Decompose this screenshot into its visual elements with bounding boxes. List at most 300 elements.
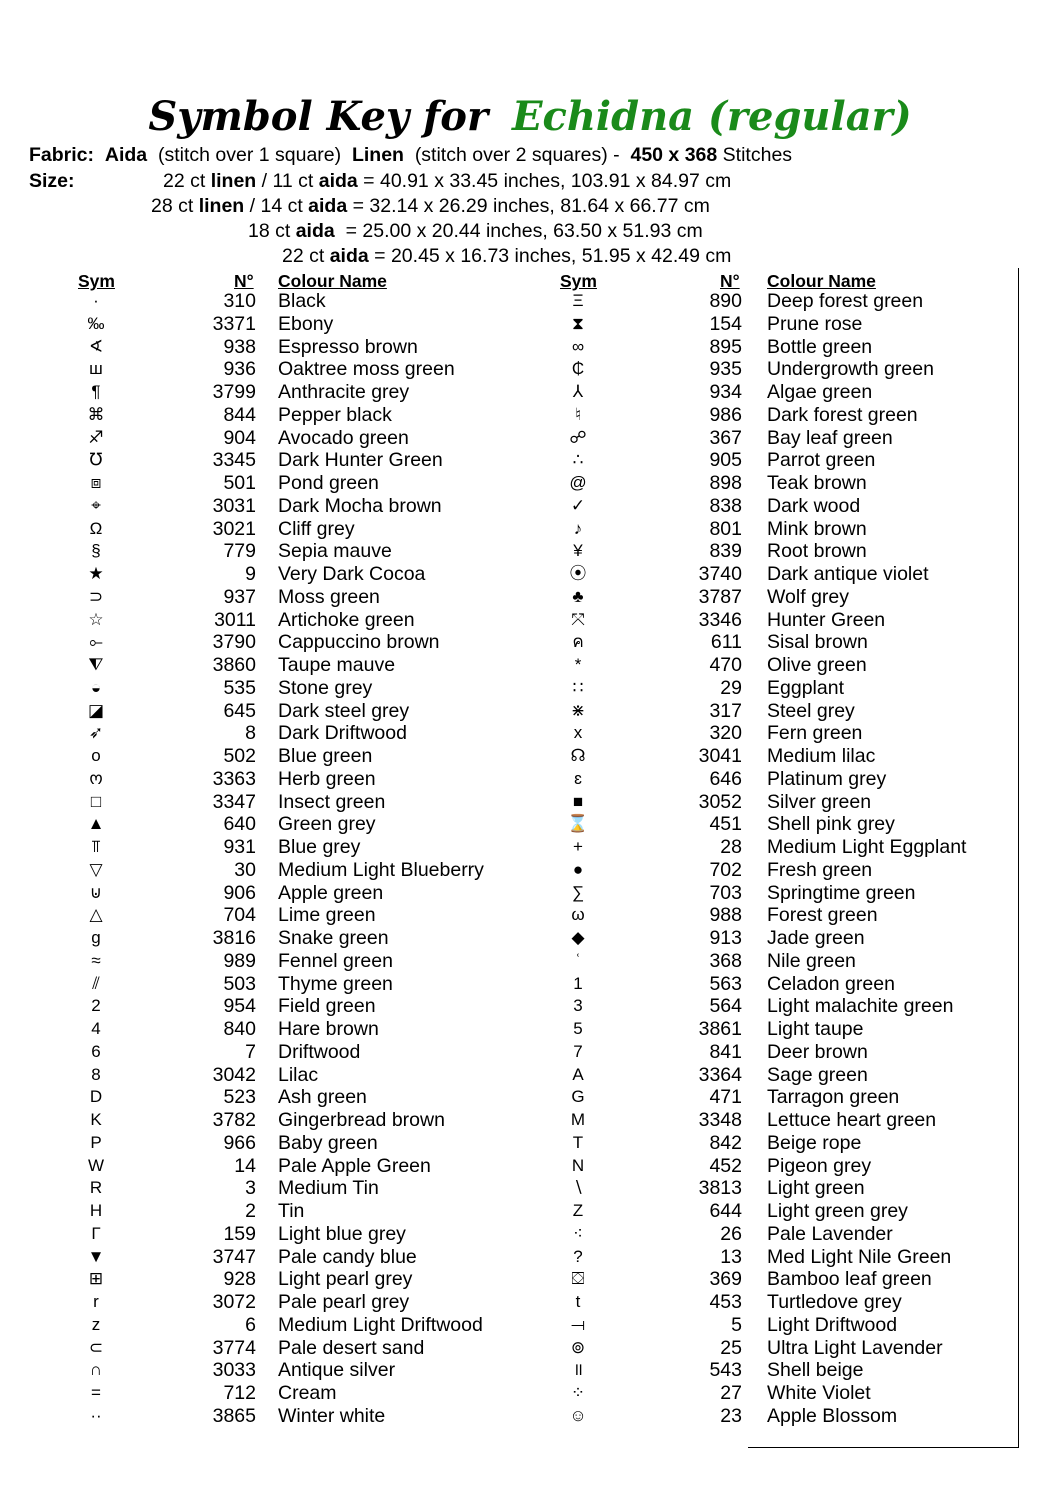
colour-name: Pale Apple Green [278,1154,431,1177]
colour-name: Herb green [278,767,376,790]
floss-number: 801 [709,517,742,540]
floss-number: 3052 [698,790,742,813]
symbol-cell: g [91,928,101,947]
floss-number: 938 [223,335,256,358]
colour-name: Anthracite grey [278,381,410,403]
floss-number: 3041 [698,745,742,767]
symbol-cell: § [91,541,101,561]
right-sym-header: Sym [560,271,597,291]
floss-number: 704 [223,904,256,927]
colour-name: Driftwood [278,1040,361,1063]
symbol-cell: □ [90,791,102,811]
floss-number: 30 [234,858,256,881]
symbol-cell: ☺ [569,1405,587,1425]
floss-number: 3371 [212,312,256,335]
fabric-linen: Linen [351,144,404,166]
floss-number: 3021 [212,517,256,540]
symbol-cell: ⤧ [571,609,585,629]
floss-number: 640 [223,813,256,836]
floss-number: 3790 [212,631,256,654]
floss-number: 452 [709,1154,742,1177]
colour-name: Beige rope [767,1131,862,1154]
symbol-cell: ⛋ [571,1269,585,1289]
floss-number: 503 [223,972,256,995]
floss-number: 904 [223,426,256,449]
floss-number: 3011 [214,608,256,631]
symbol-cell: ⧗ [572,313,584,333]
symbol-cell: ₵ [571,359,585,379]
floss-number: 3740 [698,563,742,585]
symbol-cell: ⁘ [570,1383,586,1402]
symbol-cell: ω [571,905,585,925]
symbol-cell: ∷ [572,677,584,697]
symbol-cell: H [89,1201,103,1220]
symbol-cell: + [573,837,583,856]
symbol-cell: ⁖ [573,1223,583,1243]
symbol-cell: ▼ [87,1246,105,1266]
colour-name: Med Light Nile Green [767,1245,952,1268]
floss-number: 14 [234,1154,256,1177]
floss-number: 842 [709,1131,742,1154]
colour-name: Steel grey [767,699,855,722]
colour-name: Sage green [767,1063,868,1086]
symbol-cell: ℧ [89,450,103,470]
symbol-cell: Ω [89,518,103,538]
colour-name: Springtime green [767,881,916,904]
symbol-cell: ☍ [569,427,587,447]
symbol-cell: ⫽ [92,973,100,993]
colour-name: Medium Light Blueberry [278,858,484,881]
colour-name: Bottle green [767,335,873,358]
symbol-cell: x [573,723,583,743]
colour-name: Medium Tin [278,1177,379,1200]
floss-number: 646 [709,767,742,790]
fabric-line [29,143,792,167]
symbol-cell: ॥ [572,1360,584,1380]
symbol-cell: ⊂ [88,1337,104,1357]
colour-name: Snake green [278,927,389,949]
symbol-cell: R [89,1178,103,1198]
colour-name: Bay leaf green [767,426,893,449]
symbol-cell: 7 [573,1041,583,1061]
floss-number: 29 [720,676,742,699]
colour-name: Cream [278,1382,337,1404]
floss-number: 712 [223,1382,256,1404]
floss-number: 935 [709,358,742,381]
floss-number: 936 [223,358,256,381]
floss-number: 563 [709,972,742,995]
floss-number: 6 [245,1313,256,1336]
symbol-cell: ∩ [89,1360,103,1380]
symbol-cell: ⊍ [89,882,103,902]
left-name-header: Colour Name [278,271,387,291]
floss-number: 564 [709,995,742,1018]
colour-name: Cliff grey [278,517,355,540]
symbol-cell: ⟜ [89,632,103,652]
symbol-cell: ¶ [91,382,101,401]
colour-name: Turtledove grey [767,1291,902,1313]
symbol-cell: · [93,291,99,310]
floss-number: 3787 [698,585,742,608]
stitches-label: Stitches [722,144,793,166]
symbol-cell: ➶ [88,723,104,743]
symbol-cell: D [89,1087,103,1107]
floss-number: 3031 [212,494,256,517]
symbol-cell: ค [572,632,584,652]
symbol-cell: ◪ [87,700,105,720]
colour-name: Fennel green [278,949,393,972]
colour-name: Lettuce heart green [767,1109,937,1131]
colour-name: Taupe mauve [278,654,396,676]
floss-number: 3033 [212,1359,256,1382]
size-line-4: 22 ct aida = 20.45 x 16.73 inches, 51.95 x 42.49 cm [282,245,732,267]
symbol-cell: * [574,655,582,674]
floss-number: 2 [245,1200,256,1222]
colour-name: Light green [767,1177,865,1200]
colour-name: Dark wood [767,494,861,517]
colour-name: Undergrowth green [767,358,934,381]
right-name-header: Colour Name [767,271,876,291]
symbol-cell: W [87,1155,105,1175]
colour-name: Pepper black [278,403,392,426]
colour-name: Celadon green [767,972,895,995]
colour-name: Dark antique violet [767,563,929,585]
stitch-count: 450 x 368 [630,144,718,166]
symbol-cell: P [90,1132,102,1152]
floss-number: 3072 [212,1291,256,1313]
colour-name: Blue green [278,745,373,767]
colour-name: Nile green [767,949,856,972]
floss-number: 3347 [212,790,256,813]
colour-name: Fresh green [767,858,873,881]
colour-name: Apple Blossom [767,1404,898,1427]
symbol-cell: 4 [91,1019,101,1038]
floss-number: 937 [223,585,256,608]
symbol-cell: ★ [88,564,104,583]
colour-name: Light malachite green [767,995,954,1018]
symbol-cell: A [572,1064,584,1084]
floss-number: 3799 [212,381,256,403]
colour-name: White Violet [767,1382,871,1404]
floss-number: 934 [709,381,742,403]
size-line-1: 22 ct linen / 11 ct aida = 40.91 x 33.45 inches, 103.91 x 84.97 cm [163,170,732,192]
size-line-3: 18 ct aida = 25.00 x 20.44 inches, 63.50 x 51.93 cm [248,220,703,242]
symbol-cell: Z [572,1201,584,1220]
symbol-cell: ⊃ [88,586,104,606]
symbol-cell: ? [573,1246,583,1266]
floss-number: 453 [709,1291,742,1313]
floss-number: 317 [709,699,742,722]
symbol-cell: 8 [91,1064,101,1084]
colour-name: Pigeon grey [767,1154,872,1177]
floss-number: 844 [223,403,256,426]
colour-name: Insect green [278,790,386,813]
colour-name: Lime green [278,904,376,927]
floss-number: 470 [709,654,742,676]
colour-name: Field green [278,995,376,1018]
floss-number: 890 [709,290,742,312]
floss-number: 779 [223,540,256,563]
size-label: Size: [29,170,75,192]
floss-number: 895 [709,335,742,358]
symbol-cell: ⦿ [569,564,587,583]
floss-number: 913 [709,927,742,949]
symbol-cell: ✓ [570,495,586,515]
colour-name: Pale desert sand [278,1336,425,1359]
colour-name: Tarragon green [767,1086,900,1109]
symbol-cell: ∞ [571,336,585,356]
symbol-cell: ♮ [574,404,582,424]
floss-number: 954 [223,995,256,1018]
floss-number: 501 [223,472,256,494]
symbol-cell: z [91,1314,101,1334]
floss-number: 367 [709,426,742,449]
fabric-aida-note: (stitch over 1 square) [157,144,342,166]
colour-name: Pale Lavender [767,1222,893,1245]
colour-name: Stone grey [278,676,373,699]
colour-name: Algae green [767,381,873,403]
colour-name: Black [278,290,326,312]
colour-name: Olive green [767,654,867,676]
symbol-cell: ♪ [573,518,583,538]
floss-number: 838 [709,494,742,517]
floss-number: 523 [223,1086,256,1109]
floss-number: 703 [709,881,742,904]
colour-name: Sepia mauve [278,540,392,563]
colour-name: Medium Light Driftwood [278,1313,483,1336]
symbol-cell: 6 [91,1041,101,1061]
floss-number: 898 [709,472,742,494]
floss-number: 3364 [698,1063,742,1086]
floss-number: 3 [245,1177,256,1200]
floss-number: 154 [709,312,742,335]
colour-name: Dark steel grey [278,699,410,722]
floss-number: 3860 [212,654,256,676]
colour-name: Prune rose [767,312,863,335]
symbol-cell: ● [572,859,584,879]
symbol-cell: ш [89,359,103,379]
floss-number: 28 [720,836,742,858]
floss-number: 471 [709,1086,742,1109]
floss-number: 9 [245,563,256,585]
symbol-cell: ⊚ [570,1337,586,1357]
symbol-cell: 2 [91,996,101,1016]
colour-name: Ebony [278,312,334,335]
page-title [0,92,1060,142]
symbol-cell: K [90,1110,102,1129]
colour-name: Light blue grey [278,1222,406,1245]
colour-name: Shell beige [767,1359,864,1382]
colour-name: Green grey [278,813,376,836]
colour-name: Pond green [278,472,379,494]
colour-name: Fern green [767,722,863,745]
fabric-linen-note: (stitch over 2 squares) - [414,144,620,166]
colour-name: Platinum grey [767,767,887,790]
floss-number: 25 [720,1336,742,1359]
floss-number: 3363 [212,767,256,790]
symbol-cell: ⌛ [567,814,589,834]
colour-name: Moss green [278,585,380,608]
fabric-aida: Aida [104,144,148,166]
symbol-cell: ▽ [89,859,103,879]
colour-name: Silver green [767,790,872,813]
floss-number: 159 [223,1222,256,1245]
colour-name: Tin [278,1200,305,1222]
colour-name: Baby green [278,1131,378,1154]
symbol-cell: T [572,1132,584,1152]
floss-number: 931 [223,836,256,858]
symbol-cell: ∴ [572,450,584,470]
colour-name: Dark Driftwood [278,722,407,745]
floss-number: 702 [709,858,742,881]
symbol-cell: △ [89,905,103,925]
floss-number: 928 [223,1268,256,1291]
symbol-cell: ◆ [571,928,585,947]
colour-name: Light Driftwood [767,1313,898,1336]
symbol-cell: ⌘ [87,404,105,424]
colour-name: Sisal brown [767,631,868,654]
symbol-cell: ⋇ [570,700,586,720]
floss-number: 451 [709,813,742,836]
colour-name: Root brown [767,540,867,563]
symbol-cell: ◒ [90,677,102,697]
floss-number: 840 [223,1018,256,1040]
colour-name: Light taupe [767,1018,864,1040]
symbol-cell: ☆ [88,609,104,629]
colour-name: Deer brown [767,1040,868,1063]
floss-number: 320 [709,722,742,745]
symbol-cell: @ [569,473,587,492]
colour-name: Forest green [767,904,878,927]
symbol-cell: ☊ [570,746,586,765]
colour-name: Pale pearl grey [278,1291,410,1313]
floss-number: 7 [245,1040,256,1063]
colour-name: Gingerbread brown [278,1109,445,1131]
colour-name: Avocado green [278,426,409,449]
symbol-cell: ▲ [87,814,105,834]
symbol-cell: G [571,1087,585,1107]
floss-number: 3774 [212,1336,256,1359]
right-num-header: N° [720,271,740,291]
floss-number: 543 [709,1359,742,1382]
symbol-cell: ·· [90,1405,102,1425]
symbol-cell: ʿ [575,950,581,970]
floss-number: 3782 [212,1109,256,1131]
colour-name: Ash green [278,1086,367,1109]
colour-name: Dark forest green [767,403,918,426]
colour-name: Bamboo leaf green [767,1268,932,1291]
floss-number: 5 [731,1313,742,1336]
colour-name: Hare brown [278,1018,379,1040]
colour-name: Medium Light Eggplant [767,836,967,858]
symbol-cell: N [571,1155,585,1175]
symbol-cell: ∖ [572,1178,584,1198]
floss-number: 3346 [698,608,742,631]
left-sym-header: Sym [78,271,115,291]
floss-number: 26 [720,1222,742,1245]
symbol-cell: ɛ [574,768,582,788]
floss-number: 988 [709,904,742,927]
symbol-cell: Ξ [572,291,584,310]
floss-number: 611 [710,631,742,654]
colour-name: Blue grey [278,836,361,858]
floss-number: 644 [709,1200,742,1222]
colour-name: Teak brown [767,472,867,494]
symbol-cell: ■ [572,791,584,811]
floss-number: 23 [720,1404,742,1427]
symbol-cell: ⊞ [88,1269,104,1289]
colour-name: Cappuccino brown [278,631,440,654]
colour-name: Light green grey [767,1200,908,1222]
colour-name: Deep forest green [767,290,924,312]
floss-number: 27 [720,1382,742,1404]
symbol-cell: ო [89,768,103,788]
colour-name: Antique silver [278,1359,396,1382]
floss-number: 310 [223,290,256,312]
symbol-cell: ∑ [571,882,585,902]
symbol-cell: ⅄ [572,382,584,401]
colour-name: Dark Mocha brown [278,494,442,517]
colour-name: Ultra Light Lavender [767,1336,943,1359]
floss-number: 966 [223,1131,256,1154]
colour-name: Artichoke green [278,608,415,631]
floss-number: 986 [709,403,742,426]
colour-name: Hunter Green [767,608,886,631]
colour-name: Shell pink grey [767,813,895,836]
symbol-cell: M [570,1110,586,1129]
symbol-cell: 5 [573,1019,583,1038]
title-prefix: Symbol Key for [148,93,489,140]
size-line-2: 28 ct linen / 14 ct aida = 32.14 x 26.29 inches, 81.64 x 66.77 cm [151,195,710,217]
colour-name: Parrot green [767,449,876,472]
floss-number: 905 [709,449,742,472]
right-border-line [1018,268,1019,1448]
symbol-cell: ¥ [573,541,583,561]
colour-name: Jade green [767,927,865,949]
floss-number: 535 [223,676,256,699]
symbol-cell: ∢ [88,336,104,356]
colour-name: Thyme green [278,972,393,995]
symbol-cell: t [575,1292,581,1311]
symbol-cell: ♐ [88,427,104,447]
symbol-cell: o [91,746,101,765]
floss-number: 3345 [212,449,256,472]
symbol-cell: Г [91,1223,101,1243]
floss-number: 645 [223,699,256,722]
colour-name: Apple green [278,881,384,904]
floss-number: 841 [709,1040,742,1063]
fabric-label: Fabric: [29,144,95,166]
symbol-cell: ⫪ [91,837,101,856]
floss-number: 3348 [698,1109,742,1131]
floss-number: 502 [223,745,256,767]
symbol-cell: ⧈ [90,473,102,492]
floss-number: 839 [709,540,742,563]
colour-name: Oaktree moss green [278,358,455,381]
floss-number: 989 [223,949,256,972]
floss-number: 906 [223,881,256,904]
symbol-cell: ⟞ [570,1314,586,1334]
left-num-header: N° [234,271,254,291]
symbol-cell: 3 [573,996,583,1016]
colour-name: Pale candy blue [278,1245,417,1268]
floss-number: 369 [709,1268,742,1291]
symbol-cell: r [93,1292,99,1311]
pattern-name: Echidna (regular) [511,93,912,140]
bottom-border-line [748,1447,1019,1448]
colour-name: Eggplant [767,676,844,699]
colour-name: Light pearl grey [278,1268,413,1291]
